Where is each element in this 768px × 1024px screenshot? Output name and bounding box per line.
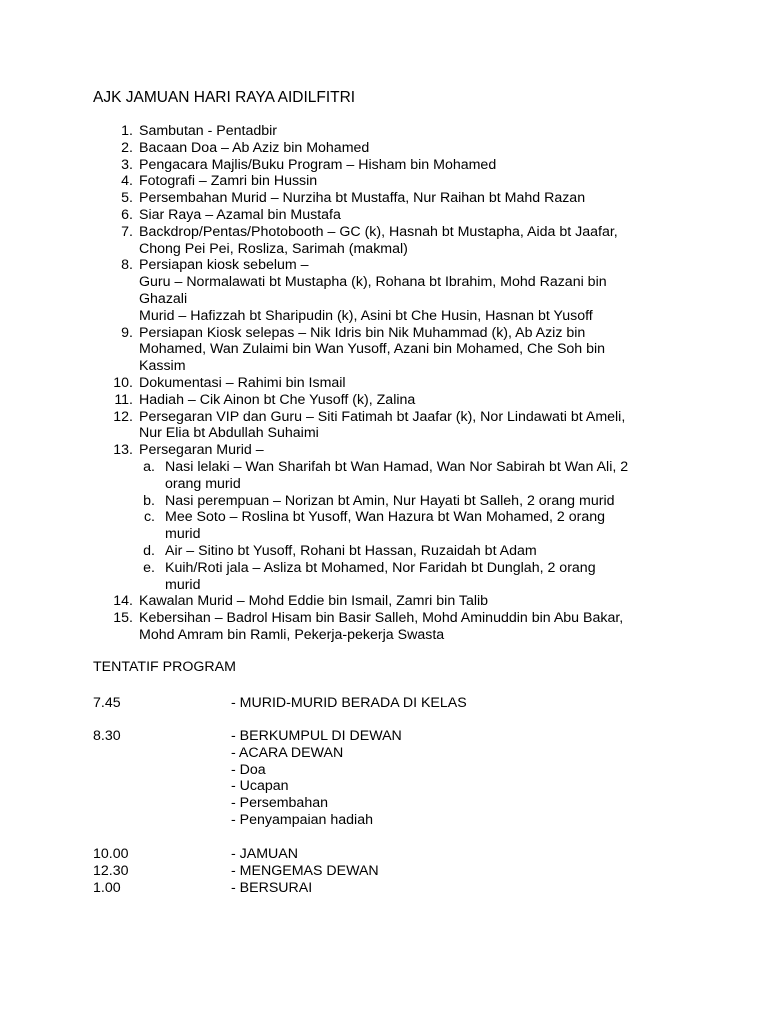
item-text: Fotografi – Zamri bin Hussin bbox=[139, 173, 318, 190]
item-text: Persembahan Murid – Nurziha bt Mustaffa, Nur Raihan bt Mahd Razan bbox=[139, 190, 586, 207]
item-text: Bacaan Doa – Ab Aziz bin Mohamed bbox=[139, 139, 370, 156]
schedule-activity: - Penyampaian hadiah bbox=[231, 811, 373, 828]
list-item bbox=[93, 325, 693, 375]
item-number: 3. bbox=[121, 156, 133, 173]
list-item bbox=[93, 173, 693, 190]
list-item bbox=[93, 375, 693, 392]
item-text: Chong Pei Pei, Rosliza, Sarimah (makmal) bbox=[139, 240, 408, 257]
item-text: Guru – Normalawati bt Mustapha (k), Rohana bt Ibrahim, Mohd Razani bin bbox=[139, 274, 607, 291]
list-item bbox=[93, 123, 693, 140]
item-number: 7. bbox=[121, 223, 133, 240]
item-text: Murid – Hafizzah bt Sharipudin (k), Asini bt Che Husin, Hasnan bt Yusoff bbox=[139, 307, 593, 324]
list-item bbox=[93, 157, 693, 174]
item-text: Sambutan - Pentadbir bbox=[139, 123, 278, 139]
item-number: 5. bbox=[121, 190, 133, 207]
item-text: Siar Raya – Azamal bin Mustafa bbox=[139, 206, 341, 223]
item-text: Kebersihan – Badrol Hisam bin Basir Salleh, Mohd Aminuddin bin Abu Bakar, bbox=[139, 610, 624, 627]
sub-item-letter: b. bbox=[143, 492, 155, 509]
list-item bbox=[93, 140, 693, 157]
committee-list bbox=[93, 123, 693, 644]
list-item bbox=[93, 593, 693, 610]
schedule-time: 7.45 bbox=[93, 695, 121, 711]
sub-list-item bbox=[139, 509, 693, 543]
item-text: Persiapan Kiosk selepas – Nik Idris bin Nik Muhammad (k), Ab Aziz bin bbox=[139, 324, 586, 341]
sub-list-item bbox=[139, 560, 693, 594]
schedule-activity: - BERKUMPUL DI DEWAN bbox=[231, 728, 402, 744]
sub-item-text: murid bbox=[165, 526, 201, 543]
sub-item-text: Kuih/Roti jala – Asliza bt Mohamed, Nor Faridah bt Dunglah, 2 orang bbox=[165, 559, 596, 576]
item-number: 1. bbox=[121, 123, 133, 139]
sub-item-text: murid bbox=[165, 576, 201, 593]
sub-list bbox=[139, 459, 693, 593]
item-number: 14. bbox=[113, 593, 133, 610]
sub-item-letter: d. bbox=[143, 542, 155, 559]
schedule-activities bbox=[231, 846, 298, 863]
tentatif-title: TENTATIF PROGRAM bbox=[93, 659, 236, 675]
schedule-time: 10.00 bbox=[93, 846, 129, 862]
item-text: Ghazali bbox=[139, 290, 188, 307]
item-text: Nur Elia bt Abdullah Suhaimi bbox=[139, 425, 319, 442]
list-item bbox=[93, 409, 693, 443]
item-text: Pengacara Majlis/Buku Program – Hisham bin Mohamed bbox=[139, 156, 497, 173]
list-item bbox=[93, 257, 693, 324]
schedule-activity: - JAMUAN bbox=[231, 846, 298, 862]
document-title: AJK JAMUAN HARI RAYA AIDILFITRI bbox=[93, 89, 356, 106]
schedule-activities bbox=[231, 880, 312, 897]
item-number: 11. bbox=[114, 391, 133, 408]
item-number: 15. bbox=[113, 610, 133, 627]
schedule-time: 12.30 bbox=[93, 863, 129, 879]
list-item bbox=[93, 207, 693, 224]
sub-item-text: Mee Soto – Roslina bt Yusoff, Wan Hazura bt Wan Mohamed, 2 orang bbox=[165, 509, 606, 526]
sub-item-letter: c. bbox=[143, 509, 155, 526]
schedule-activity: - ACARA DEWAN bbox=[231, 744, 344, 761]
list-item bbox=[93, 392, 693, 409]
item-number: 6. bbox=[121, 206, 133, 223]
schedule-activities bbox=[231, 728, 402, 829]
schedule-activity: - Doa bbox=[231, 761, 266, 778]
sub-item-letter: a. bbox=[143, 458, 155, 475]
item-text: Persegaran VIP dan Guru – Siti Fatimah bt Jaafar (k), Nor Lindawati bt Ameli, bbox=[139, 408, 626, 425]
schedule-activity: - MENGEMAS DEWAN bbox=[231, 863, 379, 879]
item-text: Persiapan kiosk sebelum – bbox=[139, 257, 309, 274]
list-item bbox=[93, 442, 693, 593]
list-item bbox=[93, 190, 693, 207]
item-text: Kassim bbox=[139, 358, 186, 375]
item-number: 12. bbox=[113, 408, 133, 425]
item-number: 8. bbox=[121, 257, 133, 274]
item-text: Kawalan Murid – Mohd Eddie bin Ismail, Zamri bin Talib bbox=[139, 593, 489, 610]
item-number: 13. bbox=[113, 442, 133, 459]
sub-list-item bbox=[139, 459, 693, 493]
schedule-activities bbox=[231, 863, 379, 880]
schedule-activity: - BERSURAI bbox=[231, 880, 313, 896]
item-text: Mohamed, Wan Zulaimi bin Wan Yusoff, Azani bin Mohamed, Che Soh bin bbox=[139, 341, 606, 358]
sub-item-letter: e. bbox=[143, 559, 155, 576]
schedule-time: 8.30 bbox=[93, 728, 121, 744]
item-text: Mohd Amram bin Ramli, Pekerja-pekerja Swasta bbox=[139, 626, 445, 643]
item-text: Hadiah – Cik Ainon bt Che Yusoff (k), Zalina bbox=[139, 391, 416, 408]
sub-item-text: Nasi lelaki – Wan Sharifah bt Wan Hamad, Wan Nor Sabirah bt Wan Ali, 2 bbox=[165, 458, 629, 475]
sub-item-text: Air – Sitino bt Yusoff, Rohani bt Hassan, Ruzaidah bt Adam bbox=[165, 542, 537, 559]
sub-list-item bbox=[139, 493, 693, 510]
item-number: 10. bbox=[113, 374, 133, 391]
item-number: 2. bbox=[121, 139, 133, 156]
item-text: Persegaran Murid – bbox=[139, 442, 264, 459]
item-number: 4. bbox=[121, 173, 133, 190]
schedule-activity: - Persembahan bbox=[231, 795, 328, 812]
sub-item-text: Nasi perempuan – Norizan bt Amin, Nur Hayati bt Salleh, 2 orang murid bbox=[165, 492, 615, 509]
item-text: Dokumentasi – Rahimi bin Ismail bbox=[139, 374, 346, 391]
list-item bbox=[93, 224, 693, 258]
sub-item-text: orang murid bbox=[165, 475, 241, 492]
item-number: 9. bbox=[121, 324, 133, 341]
list-item bbox=[93, 610, 693, 644]
schedule-time: 1.00 bbox=[93, 880, 121, 896]
sub-list-item bbox=[139, 543, 693, 560]
schedule-activities bbox=[231, 695, 467, 712]
schedule-activity: - Ucapan bbox=[231, 778, 289, 795]
item-text: Backdrop/Pentas/Photobooth – GC (k), Hasnah bt Mustapha, Aida bt Jaafar, bbox=[139, 223, 618, 240]
schedule-activity: - MURID-MURID BERADA DI KELAS bbox=[231, 695, 467, 711]
